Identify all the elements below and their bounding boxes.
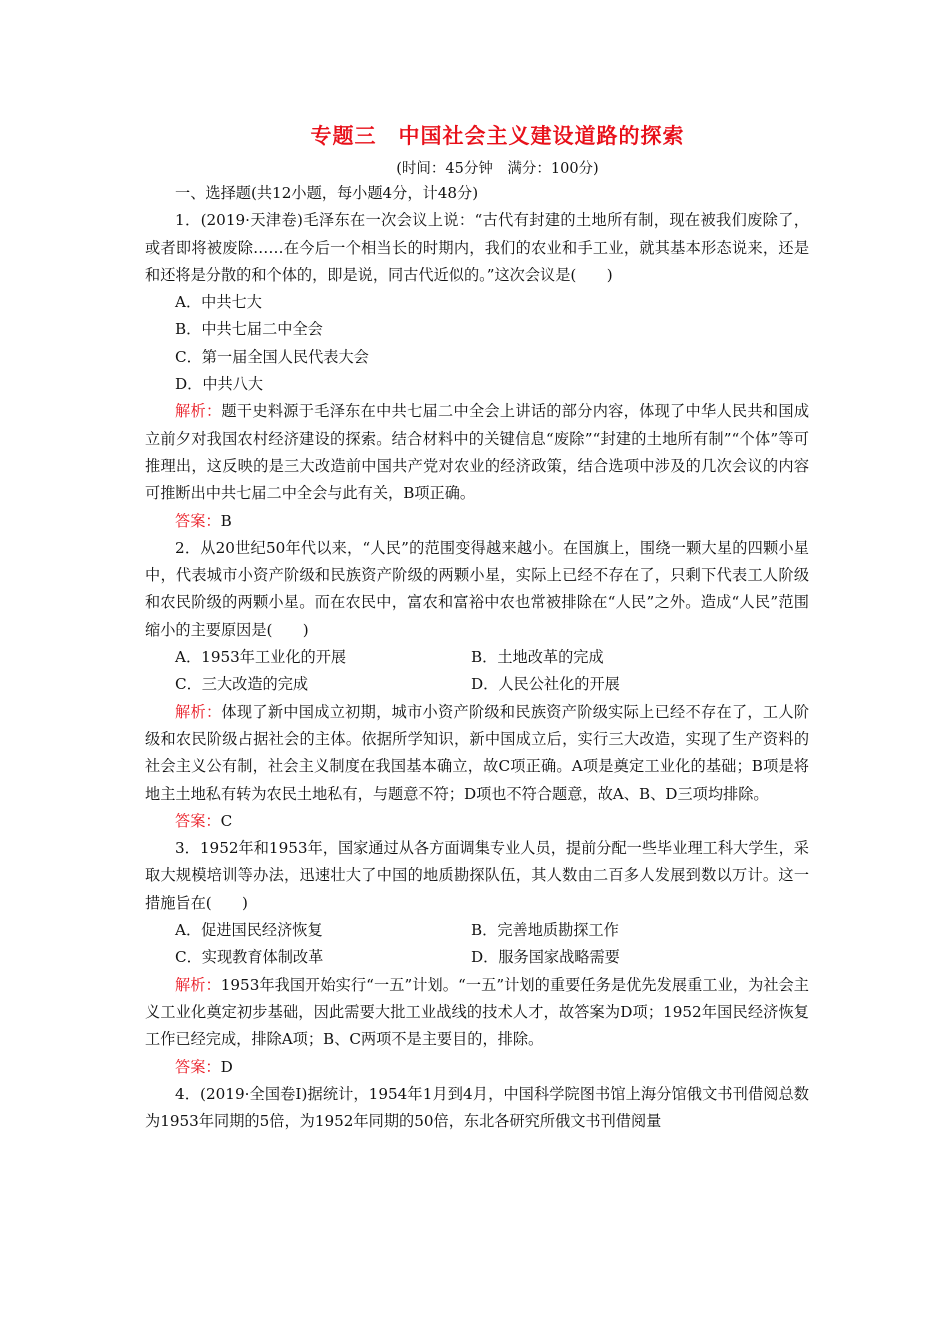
question-1-analysis (145, 398, 809, 507)
question-3-analysis-text: 1953年我国开始实行“一五”计划。“一五”计划的重要任务是优先发展重工业，为社会主义工业化奠定初步基础，因此需要大批工业战线的技术人才，故答案为D项；1952年国民经济恢复工作已经完成，排除A项；B、C两项不是主要目的，排除。 (145, 975, 809, 1049)
question-3-option-b: B．完善地质勘探工作 (471, 921, 619, 940)
question-2-answer-value: C (220, 811, 233, 830)
question-2-analysis-text: 体现了新中国成立初期，城市小资产阶级和民族资产阶级实际上已经不存在了，工人阶级和农民阶级占据社会的主体。依据所学知识，新中国成立后，实行三大改造，实现了生产资料的社会主义公有制，社会主义制度在我国基本确立，故C项正确。A项是奠定工业化的基础；B项是将地主土地私有转为农民土地私有，与题意不符；D项也不符合题意，故A、B、D三项均排除。 (145, 702, 810, 803)
question-2-options-row-2 (145, 671, 809, 698)
question-3-option-a: A．促进国民经济恢复 (175, 921, 323, 940)
question-3-option-c: C．实现教育体制改革 (175, 948, 324, 967)
question-1-option-a: A．中共七大 (175, 293, 262, 312)
question-1-answer (145, 508, 809, 535)
analysis-label: 解析： (175, 975, 221, 994)
question-3-option-d: D．服务国家战略需要 (471, 948, 620, 967)
analysis-label: 解析： (175, 702, 222, 721)
question-1-option-c: C．第一届全国人民代表大会 (175, 347, 369, 366)
question-3-analysis (145, 972, 809, 1054)
analysis-label: 解析： (175, 402, 222, 421)
question-3-answer-value: D (220, 1057, 233, 1076)
answer-label: 答案： (175, 1057, 221, 1076)
question-2-option-b: B．土地改革的完成 (471, 648, 604, 667)
question-1-stem: 1．(2019·天津卷)毛泽东在一次会议上说：“古代有封建的土地所有制，现在被我们废除了，或者即将被废除……在今后一个相当长的时期内，我们的农业和手工业，就其基本形态说来，还是和还将是分散的和个体的，即是说，同古代近似的。”这次会议是( ) (145, 211, 809, 284)
document-body (145, 180, 809, 1135)
question-2-stem: 2．从20世纪50年代以来，“人民”的范围变得越来越小。在国旗上，围绕一颗大星的四颗小星中，代表城市小资产阶级和民族资产阶级的两颗小星，实际上已经不存在了，只剩下代表工人阶级和农民阶级的两颗小星。而在农民中，富农和富裕中农也常被排除在“人民”之外。造成“人民”范围缩小的主要原因是( ) (145, 538, 809, 639)
question-3-answer (145, 1054, 809, 1081)
page-subtitle: (时间：45分钟 满分：100分) (396, 161, 599, 177)
question-4-stem: 4．(2019·全国卷Ⅰ)据统计，1954年1月到4月，中国科学院图书馆上海分馆俄文书刊借阅总数为1953年同期的5倍，为1952年同期的50倍，东北各研究所俄文书刊借阅量 (145, 1084, 809, 1131)
question-2-option-d: D．人民公社化的开展 (471, 675, 620, 694)
question-1-analysis-text: 题干史料源于毛泽东在中共七届二中全会上讲话的部分内容，体现了中华人民共和国成立前夕对我国农村经济建设的探索。结合材料中的关键信息“废除”“封建的土地所有制”“个体”等可推理出，这反映的是三大改造前中国共产党对农业的经济政策，结合选项中涉及的几次会议的内容可推断出中共七届二中全会与此有关，B项正确。 (145, 402, 810, 503)
answer-label: 答案： (175, 511, 221, 530)
question-1-answer-value: B (220, 511, 232, 530)
question-2-option-a: A．1953年工业化的开展 (175, 648, 347, 667)
question-3-options-row-1 (145, 917, 809, 944)
question-2-answer (145, 808, 809, 835)
section-heading: 一、选择题(共12小题，每小题4分，计48分) (175, 184, 479, 202)
question-2-options-row-1 (145, 644, 809, 671)
answer-label: 答案： (175, 811, 221, 830)
page-title: 专题三 中国社会主义建设道路的探索 (310, 123, 685, 148)
question-1-option-b: B．中共七届二中全会 (175, 320, 323, 339)
question-3-stem: 3．1952年和1953年，国家通过从各方面调集专业人员，提前分配一些毕业理工科大学生，采取大规模培训等办法，迅速壮大了中国的地质勘探队伍，其人数由二百多人发展到数以万计。这一措施旨在( ) (145, 839, 809, 912)
question-3-options-row-2 (145, 944, 809, 971)
question-1-option-d: D．中共八大 (175, 375, 264, 394)
question-2-option-c: C．三大改造的完成 (175, 675, 309, 694)
question-2-analysis (145, 699, 809, 808)
